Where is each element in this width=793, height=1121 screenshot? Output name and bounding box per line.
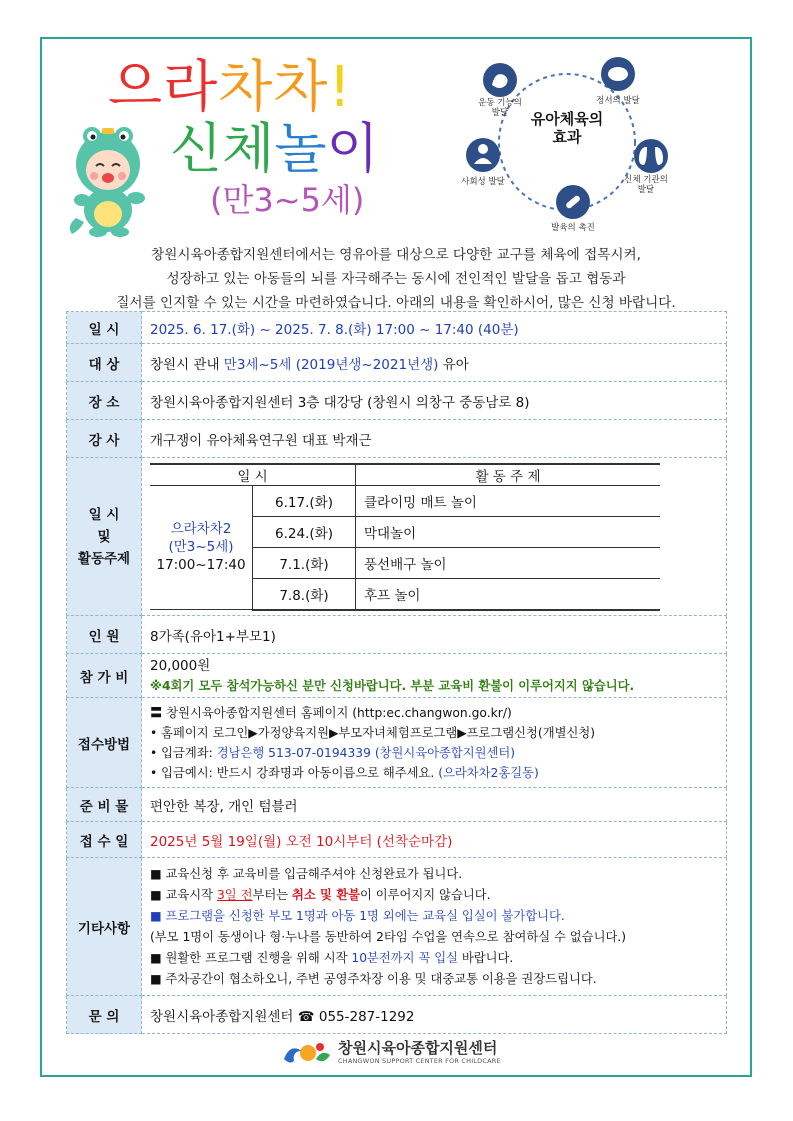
target-text: 유아: [438, 356, 469, 373]
title-age: (만3~5세): [210, 181, 365, 219]
frog-mascot-illustration: [62, 118, 152, 238]
apply-example: (으라차차2홍길동): [438, 765, 539, 780]
target-text: 창원시 관내: [150, 356, 224, 373]
target-highlight: 만3세~5세 (2019년생~2021년생): [223, 356, 439, 373]
row-reception: [67, 822, 727, 858]
etc-text: 이 이루어지지 않습니다.: [359, 887, 491, 902]
row-value: 개구쟁이 유아체육연구원 대표 박재근: [142, 420, 727, 458]
row-place: [67, 382, 727, 420]
schedule-col-topic: 활 동 주 제: [356, 464, 661, 486]
apply-account-label: 입금계좌:: [161, 745, 217, 760]
apply-site: 창원시육아종합지원센터 홈페이지 (http:ec.changwon.go.kr/): [166, 705, 512, 720]
cycle-item-label: 발달: [491, 108, 509, 118]
etc-line: [150, 885, 718, 906]
row-label: 접수방법: [67, 698, 142, 788]
cycle-item-label: 발육의 촉진: [551, 223, 595, 233]
intro-line: 성장하고 있는 아동들의 뇌를 자극해주는 동시에 전인적인 발달을 돕고 협동과: [166, 271, 626, 287]
apply-item: • 입금예시: 반드시 강좌명과 아동이름으로 해주세요. (으라차차2홍길동): [150, 765, 539, 780]
apply-list: [150, 703, 718, 783]
row-value: [142, 458, 727, 616]
row-label-line: 일 시: [88, 506, 120, 523]
apply-account: 경남은행 513-07-0194339 (창원시육아종합지원센터): [216, 745, 516, 760]
fee-note: ※4회기 모두 참석가능하신 분만 신청바랍니다. 부분 교육비 환불이 이루어지지 않습니다.: [150, 678, 635, 693]
row-label: 대 상: [67, 344, 142, 382]
row-label: 참 가 비: [67, 654, 142, 698]
session-topic: 후프 놀이: [356, 578, 661, 610]
row-fee: [67, 654, 727, 698]
etc-text: ■ 교육시작: [150, 887, 217, 902]
row-value: 2025. 6. 17.(화) ~ 2025. 7. 8.(화) 17:00 ~ 17:40 (40분): [142, 312, 727, 344]
cycle-item-label: 정서의 발달: [596, 96, 640, 106]
title-char: 놀: [274, 117, 327, 180]
etc-line: ■ 교육신청 후 교육비를 입금해주셔야 신청완료가 됩니다.: [150, 866, 463, 881]
cycle-center-line: 효과: [552, 128, 582, 146]
etc-highlight: 10분전까지 꼭 입실: [351, 950, 458, 965]
apply-item: • 입금계좌: 경남은행 513-07-0194339 (창원시육아종합지원센터): [150, 745, 516, 760]
schedule-col-date: 일 시: [150, 464, 356, 486]
row-value: 2025년 5월 19일(월) 오전 10시부터 (선착순마감): [142, 822, 727, 858]
etc-line: [150, 948, 718, 969]
row-label: 준 비 물: [67, 788, 142, 822]
etc-line: (부모 1명이 동생이나 형·누나를 동반하여 2타임 수업을 연속으로 참여하실 수 없습니다.): [150, 929, 627, 944]
session-date: 7.8.(화): [253, 578, 356, 610]
row-label: 인 원: [67, 616, 142, 654]
row-value: 편안한 복장, 개인 텀블러: [142, 788, 727, 822]
row-label: 문 의: [67, 996, 142, 1034]
row-label: 장 소: [67, 382, 142, 420]
title-char: 라: [163, 55, 219, 120]
cycle-item-label: 발달: [637, 185, 655, 195]
session-date: 7.1.(화): [253, 547, 356, 578]
row-schedule: [67, 458, 727, 616]
center-name-en: CHANGWON SUPPORT CENTER FOR CHILDCARE: [338, 1057, 501, 1065]
row-label: 접 수 일: [67, 822, 142, 858]
etc-line: ■ 프로그램을 신청한 부모 1명과 아동 1명 외에는 교육실 입실이 불가합니다.: [150, 908, 565, 923]
session-topic: 막대놀이: [356, 516, 661, 547]
cycle-item-label: 운동 기능의: [478, 98, 522, 108]
row-label-line: 활동주제: [77, 550, 131, 567]
etc-text: ■ 원활한 프로그램 진행을 위해 시작: [150, 950, 352, 965]
program-time: 17:00~17:40: [156, 557, 246, 574]
apply-path: 홈페이지 로그인▶가정양육지원▶부모자녀체험프로그램▶프로그램신청(개별신청): [161, 725, 596, 740]
row-value: [142, 858, 727, 996]
etc-line: ■ 주차공간이 협소하오니, 주변 공영주차장 이용 및 대중교통 이용을 권장드립니다.: [150, 971, 597, 986]
etc-text: 부터는: [252, 887, 292, 902]
row-apply: [67, 698, 727, 788]
row-value: [142, 344, 727, 382]
intro-paragraph: [60, 243, 732, 315]
title-line2: [170, 117, 379, 180]
row-value: [142, 654, 727, 698]
apply-item: • 홈페이지 로그인▶가정양육지원▶부모자녀체험프로그램▶프로그램신청(개별신청): [150, 725, 596, 740]
row-value: 창원시육아종합지원센터 ☎ 055-287-1292: [142, 996, 727, 1034]
row-label: 일 시: [67, 312, 142, 344]
schedule-row: [150, 485, 660, 516]
row-label: 기타사항: [67, 858, 142, 996]
cycle-labels: [455, 52, 675, 237]
etc-highlight: 3일 전: [216, 887, 253, 902]
session-topic: 풍선배구 놀이: [356, 547, 661, 578]
row-value: 8가족(유아1+부모1): [142, 616, 727, 654]
etc-highlight: 취소 및 환불: [292, 887, 360, 902]
title-line1: [108, 55, 352, 120]
title-char: !: [328, 55, 352, 120]
row-contact: [67, 996, 727, 1034]
center-name: 창원시육아종합지원센터: [338, 1039, 498, 1057]
schedule-table: [150, 463, 660, 611]
intro-line: 창원시육아종합지원센터에서는 영유아를 대상으로 다양한 교구를 체육에 접목시켜,: [151, 247, 641, 263]
program-name: 으라차차2: [170, 521, 232, 538]
row-prep: [67, 788, 727, 822]
cycle-item-label: 사회성 발달: [461, 177, 505, 187]
footer-logo: [280, 1037, 540, 1071]
schedule-header: [150, 464, 660, 486]
row-label: [67, 458, 142, 616]
program-name: (만3~5세): [168, 539, 234, 556]
etc-text: 바랍니다.: [458, 950, 514, 965]
row-label: 강 사: [67, 420, 142, 458]
title-char: 이: [326, 117, 379, 180]
cycle-center-line: 유아체육의: [530, 110, 604, 128]
site-icon: 〓: [150, 705, 163, 720]
row-teacher: [67, 420, 727, 458]
title-char: 체: [222, 117, 275, 180]
title-char: 차: [218, 55, 274, 120]
row-label-line: 및: [97, 528, 111, 545]
intro-line: 질서를 인지할 수 있는 시간을 마련하였습니다. 아래의 내용을 확인하시어, 많은 신청 바랍니다.: [116, 295, 676, 311]
row-etc: [67, 858, 727, 996]
row-people: [67, 616, 727, 654]
session-date: 6.17.(화): [253, 485, 356, 516]
program-cell: [150, 485, 253, 610]
title-char: 으: [108, 55, 164, 120]
row-target: [67, 344, 727, 382]
apply-example-label: 입금예시: 반드시 강좌명과 아동이름으로 해주세요.: [161, 765, 439, 780]
session-date: 6.24.(화): [253, 516, 356, 547]
info-table: [66, 311, 727, 1034]
row-value: [142, 698, 727, 788]
fee-value: 20,000원: [150, 657, 211, 674]
apply-item: [150, 703, 718, 723]
row-date: [67, 312, 727, 344]
cycle-item-label: 신체 기관의: [624, 175, 668, 185]
center-logo-icon: [280, 1039, 332, 1069]
session-topic: 클라이밍 매트 놀이: [356, 485, 661, 516]
title-char: 차: [273, 55, 329, 120]
title-char: 신: [170, 117, 223, 180]
row-value: 창원시육아종합지원센터 3층 대강당 (창원시 의창구 중동남로 8): [142, 382, 727, 420]
